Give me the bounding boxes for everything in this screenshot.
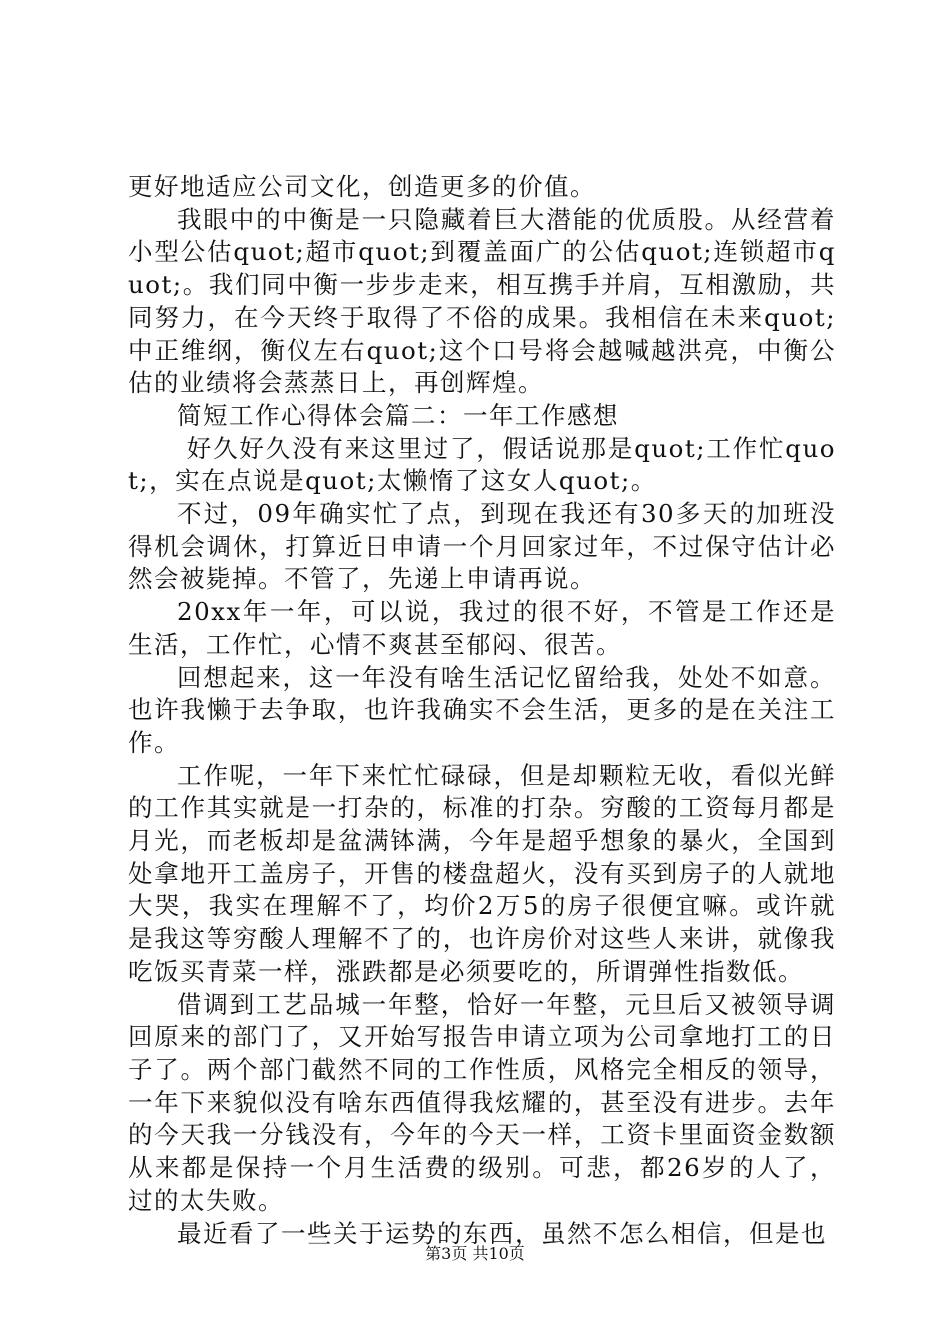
paragraph: 不过，09年确实忙了点，到现在我还有30多天的加班没得机会调休，打算近日申请一个月回家过年，不过保守估计必然会被毙掉。不管了，先递上申请再说。	[128, 499, 836, 594]
paragraph: 最近看了一些关于运势的东西，虽然不怎么相信，但是也	[177, 1218, 827, 1248]
paragraph: 工作呢，一年下来忙忙碌碌，但是却颗粒无收，看似光鲜的工作其实就是一打杂的，标准的打杂。穷酸的工资每月都是月光，而老板却是盆满钵满，今年是超乎想象的暴火，全国到处拿地开工盖房子，开售的楼盘超火，没有买到房子的人就地大哭，我实在理解不了，均价2万5的房子很便宜嘛。或许就是我这等穷酸人理解不了的，也许房价对这些人来讲，就像我吃饭买青菜一样，涨跌都是必须要吃的，所谓弹性指数低。	[128, 760, 836, 986]
paragraph: 借调到工艺品城一年整，恰好一年整，元旦后又被领导调回原来的部门了，又开始写报告申请立项为公司拿地打工的日子了。两个部门截然不同的工作性质，风格完全相反的领导，一年下来貌似没有啥东西值得我炫耀的，甚至没有进步。去年的今天我一分钱没有，今年的今天一样，工资卡里面资金数额从来都是保持一个月生活费的级别。可悲，都26岁的人了，过的太失败。	[128, 989, 836, 1215]
paragraph: 好久好久没有来这里过了，假话说那是quot;工作忙quot;，实在点说是quot;太懒惰了这女人quot;。	[128, 433, 836, 496]
document-body	[128, 171, 836, 1250]
paragraph: 回想起来，这一年没有啥生活记忆留给我，处处不如意。也许我懒于去争取，也许我确实不会生活，更多的是在关注工作。	[128, 662, 836, 757]
paragraph-continued: 更好地适应公司文化，创造更多的价值。	[128, 172, 596, 201]
page-number-footer: 第3页 共10页	[425, 1244, 525, 1263]
paragraph: 20xx年一年，可以说，我过的很不好，不管是工作还是生活，工作忙，心情不爽甚至郁闷、很苦。	[128, 597, 836, 659]
paragraph: 我眼中的中衡是一只隐藏着巨大潜能的优质股。从经营着小型公估quot;超市quot;到覆盖面广的公估quot;连锁超市quot;。我们同中衡一步步走来，相互携手并肩，互相激励，共同努力，在今天终于取得了不俗的成果。我相信在未来quot;中正维纲，衡仪左右quot;这个口号将会越喊越洪亮，中衡公估的业绩将会蒸蒸日上，再创辉煌。	[128, 204, 836, 398]
section-heading: 简短工作心得体会篇二：一年工作感想	[177, 400, 619, 430]
